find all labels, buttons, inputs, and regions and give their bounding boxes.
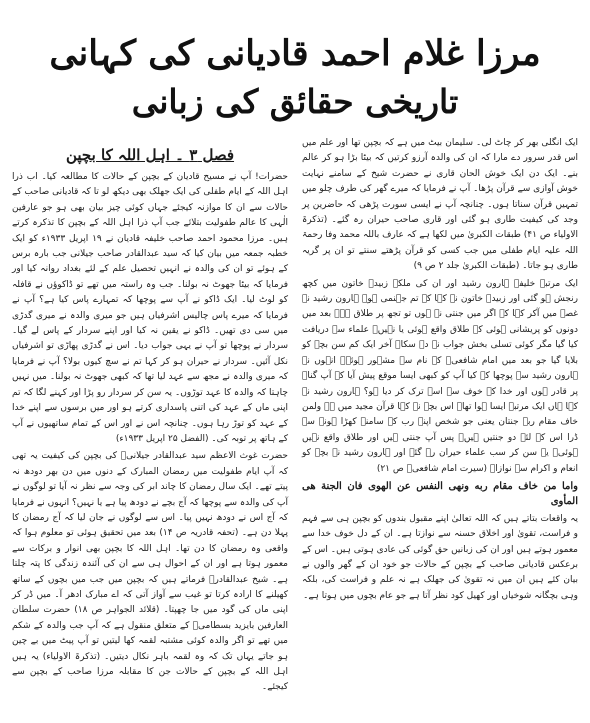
paragraph: حضرات! آپ نے مسیح قادیان کے بچپن کے حالات کا مطالعہ کیا۔ اب ذرا اہل اللہ کے ایام طفلی کی ایک جھلک بھی دیکھ لو تا کہ قادیانی صاحب کے حالات سے ان کا موازنہ کیجئے جہاں کوئی چیز بیان بھی ہو جو عارفین الٰہی کا عالم طفولیت بتلائے جب آپ ذرا اہل اللہ کے بچپن کا تذکرہ کرتے ہیں۔ مرزا محمود احمد صاحب خلیفہ قادیان نے ۱۹ اپریل ۱۹۳۳ء کو ایک خطبہ جمعہ میں بیان کیا کہ سید عبدالقادر صاحب جیلانی جب بارہ برس کے ہوئے تو ان کی والدہ نے انہیں تحصیل علم کے لئے بغداد روانہ کیا اور فرمایا کہ بیٹا جھوٹ نہ بولنا۔ جب وہ راستہ میں تھے تو ڈاکوؤں نے قافلہ کو لوٹ لیا۔ ایک ڈاکو نے آپ سے پوچھا کہ تمہارے پاس کیا ہے؟ آپ نے فرمایا کہ میرے پاس چالیس اشرفیاں ہیں جو میری والدہ نے میری گدڑی میں سی دی تھیں۔ ڈاکو نے یقین نہ کیا اور اپنے سردار کے پاس لے گیا۔ سردار نے پوچھا تو آپ نے یہی جواب دیا۔ اس نے گدڑی پھاڑی تو اشرفیاں نکل آئیں۔ سردار نے حیران ہو کر کہا تم نے سچ کیوں بولا؟ آپ نے فرمایا کہ میری والدہ نے مجھ سے عہد لیا تھا کہ کبھی جھوٹ نہ بولنا۔ میں نہیں چاہتا کہ والدہ کا عہد توڑوں۔ یہ سن کر سردار رو پڑا اور کہنے لگا کہ تم اپنی ماں کے عہد کی اتنی پاسداری کرتے ہو اور میں برسوں سے اپنے خدا کے عہد کو توڑ رہا ہوں۔ چنانچہ اس نے اور اس کے تمام ساتھیوں نے آپ کے ہاتھ پر توبہ کی۔ (الفضل ۲۵ اپریل ۱۹۳۳ء) <box>12 172 288 444</box>
title-line-2: تاریخی حقائق کی زبانی <box>131 82 459 121</box>
chapter-heading <box>12 30 578 126</box>
paragraph: ایک انگلی بھر کر چاٹ لی۔ سلیمان بیٹ میں ہے کہ بچپن تھا اور علم میں اس قدر سرور دے مارا کہ ان کی والدہ آرزو کرتیں کہ بیٹا بڑا ہو کر عالم بنے۔ ایک دن ایک خوش الحان قاری نے حضرت شیخ کے سامنے نہایت خوش آوازی سے قرآن پڑھا۔ آپ نے فرمایا کہ میرے گھر کی طرف چلو میں تمہیں قرآن سناتا ہوں۔ چنانچہ آپ نے ایسی سورت پڑھی کہ حاضرین پر وجد کی کیفیت طاری ہو گئی اور قاری صاحب حیران رہ گئے۔ (تذکرۃ الاولیاء ص ۴۱) طبقات الکبریٰ میں لکھا ہے کہ عارف باللہ محمد وفا رحمۃ اللہ علیہ ایام طفلی میں جب کسی کو قرآن پڑھتے سنتے تو ان پر گریہ طاری ہو جاتا۔ (طبقات الکبریٰ جلد ۲ ص ۹) <box>302 138 578 272</box>
right-column <box>12 146 289 693</box>
section-heading: فصل ۳ ۔ اہل اللہ کا بچپن <box>65 146 235 164</box>
two-column-layout <box>12 138 578 693</box>
paragraph: حضرت غوث الاعظم سید عبدالقادر جیلانیؒ کی بچپن کی کیفیت یہ تھی کہ آپ ایام طفولیت میں رمضان المبارک کے دنوں میں دن بھر دودھ نہ پیتے تھے۔ ایک سال رمضان کا چاند ابر کی وجہ سے نظر نہ آیا تو لوگوں نے آپ کی والدہ سے پوچھا کہ آج بچے نے دودھ پیا ہے یا نہیں؟ انہوں نے فرمایا کہ آج اس نے دودھ نہیں پیا۔ اس سے لوگوں نے جان لیا کہ آج رمضان کا پہلا دن ہے۔ (تحفہ قادریہ ص ۱۴) بعد میں تحقیق ہوئی تو معلوم ہوا کہ واقعی وہ رمضان کا دن تھا۔ اہل اللہ کا بچپن بھی انوار و برکات سے معمور ہوتا ہے اور ان کے احوال ہی سے ان کی آئندہ زندگی کا پتہ چلتا ہے۔ شیخ عبدالقادرؒ فرماتے ہیں کہ بچپن میں جب میں بچوں کے ساتھ کھیلنے کا ارادہ کرتا تو غیب سے آواز آتی کہ اے مبارک ادھر آ۔ میں ڈر کر اپنی ماں کی گود میں جا چھپتا۔ (قلائد الجواہر ص ۱۸) حضرت سلطان العارفین بایزید بسطامیؒ کے متعلق منقول ہے کہ آپ جب والدہ کے شکم میں تھے تو اگر والدہ کوئی مشتبہ لقمہ کھا لیتیں تو آپ پیٹ میں بے چین ہو جاتے یہاں تک کہ وہ لقمہ باہر نکال دیتیں۔ (تذکرۃ الاولیاء) یہ ہیں اہل اللہ کے بچپن کے حالات جن کا مقابلہ مرزا صاحب کے بچپن سے کیجئے۔ <box>12 451 289 693</box>
paragraph: یہ واقعات بتاتے ہیں کہ اللہ تعالیٰ اپنے مقبول بندوں کو بچپن ہی سے فہم و فراست، تقویٰ اور اخلاق حسنہ سے نوازتا ہے۔ ان کے دل خوف خدا سے معمور ہوتے ہیں اور ان کی زبانیں حق گوئی کی عادی ہوتی ہیں۔ اس کے برعکس قادیانی صاحب کے بچپن کے حالات جو خود ان کے گھر والوں نے بیان کئے ہیں ان میں نہ تقویٰ کی جھلک ہے نہ علم و فراست کی، بلکہ وہی بچگانہ شوخیاں اور کھیل کود نظر آتا ہے جو عام بچوں میں ہوتا ہے۔ <box>302 513 578 601</box>
arabic-verse: واما من خاف مقام ربه ونهى النفس عن الهوى فان الجنة هى المأوى <box>302 480 578 508</box>
title-line-1: مرزا غلام احمد قادیانی کی کہانی <box>49 33 541 74</box>
left-column <box>302 136 578 684</box>
paragraph: ایک مرتبہ خلیفہ ہارون رشید اور ان کی ملکہ زبیدہ خاتون میں کچھ رنجش ہو گئی اور زبیدہ خاتون نے کہا کہ تم جہنمی ہو۔ ہارون رشید نے غصہ میں آکر کہا کہ اگر میں جنتی نہ ہوں تو تجھ پر طلاق ہے۔ بعد میں دونوں کو پریشانی ہوئی کہ طلاق واقع ہوئی یا نہیں۔ علماء سے دریافت کیا گیا مگر کوئی تسلی بخش جواب نہ دے سکا۔ آخر ایک کم سن بچے کو بلایا گیا جو بعد میں امام شافعیؒ کے نام سے مشہور ہوئے۔ انہوں نے ہارون رشید سے پوچھا کہ کیا آپ کو کبھی ایسا موقع پیش آیا کہ آپ گناہ پر قادر ہوں اور خدا کے خوف سے اسے ترک کر دیا ہو؟ ہارون رشید نے کہا ہاں ایک مرتبہ ایسا ہوا تھا۔ اس بچے نے کہا قرآن مجید میں ہے ولمن خاف مقام ربہ جنتان یعنی جو شخص اپنے رب کے سامنے کھڑا ہونے سے ڈرا اس کے لئے دو جنتیں ہیں۔ پس آپ جنتی ہیں اور طلاق واقع نہیں ہوئی۔ یہ سن کر سب علماء حیران رہ گئے اور ہارون رشید نے بچے کو انعام و اکرام سے نوازا۔ (سیرت امام شافعیؒ ص ۲۱) <box>302 278 578 474</box>
